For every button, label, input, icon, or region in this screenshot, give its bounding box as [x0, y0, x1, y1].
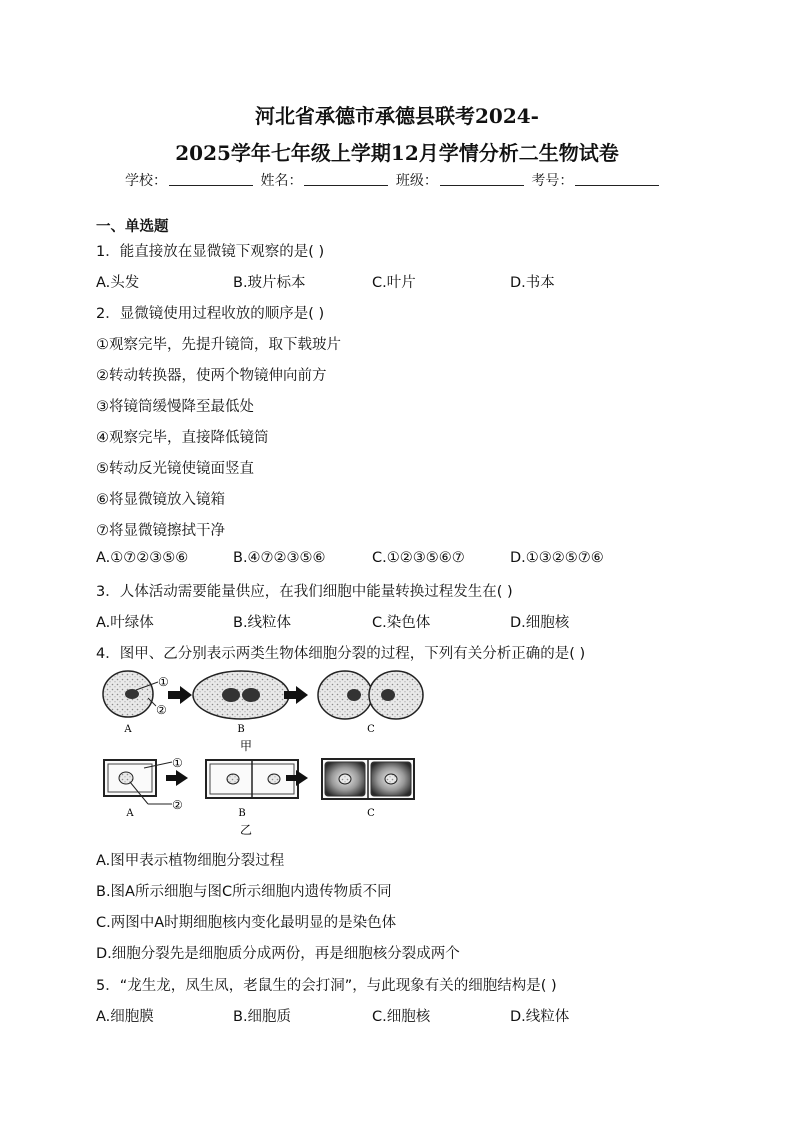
q4-option-a[interactable]: A.图甲表示植物细胞分裂过程	[96, 853, 285, 869]
q5-option-d[interactable]: D.线粒体	[510, 1009, 570, 1025]
q1-option-d[interactable]: D.书本	[510, 275, 555, 291]
fig-mark-1: ①	[158, 675, 169, 689]
fig-mark-1b: ①	[172, 756, 183, 770]
school-blank[interactable]	[169, 173, 253, 186]
q5-stem: 5．“龙生龙，凤生凤，老鼠生的会打洞”，与此现象有关的细胞结构是( )	[96, 978, 557, 994]
exam-no-blank[interactable]	[575, 173, 659, 186]
q2-step-1: ①观察完毕，先提升镜筒，取下载玻片	[96, 337, 341, 353]
q5-option-a[interactable]: A.细胞膜	[96, 1009, 154, 1025]
exam-title-line1: 河北省承德市承德县联考2024-	[255, 104, 539, 128]
class-blank[interactable]	[440, 173, 524, 186]
q4-stem: 4．图甲、乙分别表示两类生物体细胞分裂的过程，下列有关分析正确的是( )	[96, 646, 586, 662]
fig-label-b2: B	[238, 808, 246, 819]
q3-option-b[interactable]: B.线粒体	[233, 615, 292, 631]
q3-option-c[interactable]: C.染色体	[372, 615, 431, 631]
fig-label-c: C	[367, 724, 375, 735]
arrow-icon	[166, 770, 188, 786]
arrow-icon	[168, 686, 192, 704]
q4-option-b[interactable]: B.图A所示细胞与图C所示细胞内遗传物质不同	[96, 884, 392, 900]
cell-division-figure	[96, 668, 426, 843]
plant-cell-c	[322, 759, 414, 799]
q2-step-7: ⑦将显微镜擦拭干净	[96, 523, 225, 539]
q2-option-c[interactable]: C.①②③⑤⑥⑦	[372, 550, 465, 566]
q2-step-5: ⑤转动反光镜使镜面竖直	[96, 461, 254, 477]
fig-caption-jia: 甲	[239, 739, 253, 753]
name-label: 姓名：	[260, 173, 303, 189]
q1-stem: 1．能直接放在显微镜下观察的是( )	[96, 244, 325, 260]
plant-cell-b	[206, 760, 298, 798]
q5-option-b[interactable]: B.细胞质	[233, 1009, 292, 1025]
animal-cell-a	[103, 671, 153, 717]
school-label: 学校：	[125, 173, 167, 189]
fig-label-b: B	[237, 724, 245, 735]
q4-option-d[interactable]: D.细胞分裂先是细胞质分成两份，再是细胞核分裂成两个	[96, 946, 460, 962]
q2-step-2: ②转动转换器，使两个物镜伸向前方	[96, 368, 327, 384]
q5-option-c[interactable]: C.细胞核	[372, 1009, 431, 1025]
q2-stem: 2．显微镜使用过程收放的顺序是( )	[96, 306, 325, 322]
fig-label-a2: A	[126, 808, 134, 819]
class-label: 班级：	[395, 173, 438, 189]
q2-option-b[interactable]: B.④⑦②③⑤⑥	[233, 550, 326, 566]
fig-label-c2: C	[367, 808, 375, 819]
q1-option-a[interactable]: A.头发	[96, 275, 140, 291]
fig-label-a: A	[124, 724, 132, 735]
fig-caption-yi: 乙	[239, 823, 253, 837]
q1-option-b[interactable]: B.玻片标本	[233, 275, 306, 291]
q2-step-4: ④观察完毕，直接降低镜筒	[96, 430, 269, 446]
q2-step-3: ③将镜筒缓慢降至最低处	[96, 399, 254, 415]
q3-stem: 3．人体活动需要能量供应，在我们细胞中能量转换过程发生在( )	[96, 584, 513, 600]
q1-option-c[interactable]: C.叶片	[372, 275, 416, 291]
q4-option-c[interactable]: C.两图中A时期细胞核内变化最明显的是染色体	[96, 915, 397, 931]
plant-cell-a	[104, 760, 156, 796]
q2-option-d[interactable]: D.①③②⑤⑦⑥	[510, 550, 604, 566]
fig-mark-2: ②	[156, 703, 167, 717]
q2-option-a[interactable]: A.①⑦②③⑤⑥	[96, 550, 189, 566]
q3-option-a[interactable]: A.叶绿体	[96, 615, 154, 631]
section-single-choice: 一、单选题	[96, 219, 169, 235]
animal-cell-c	[318, 671, 423, 719]
student-info-row	[125, 170, 662, 190]
fig-mark-2b: ②	[172, 798, 183, 812]
animal-cell-b	[193, 671, 289, 719]
name-blank[interactable]	[304, 173, 388, 186]
q2-step-6: ⑥将显微镜放入镜箱	[96, 492, 225, 508]
exam-no-label: 考号：	[531, 173, 574, 189]
exam-title-line2: 2025学年七年级上学期12月学情分析二生物试卷	[175, 141, 619, 165]
q3-option-d[interactable]: D.细胞核	[510, 615, 570, 631]
